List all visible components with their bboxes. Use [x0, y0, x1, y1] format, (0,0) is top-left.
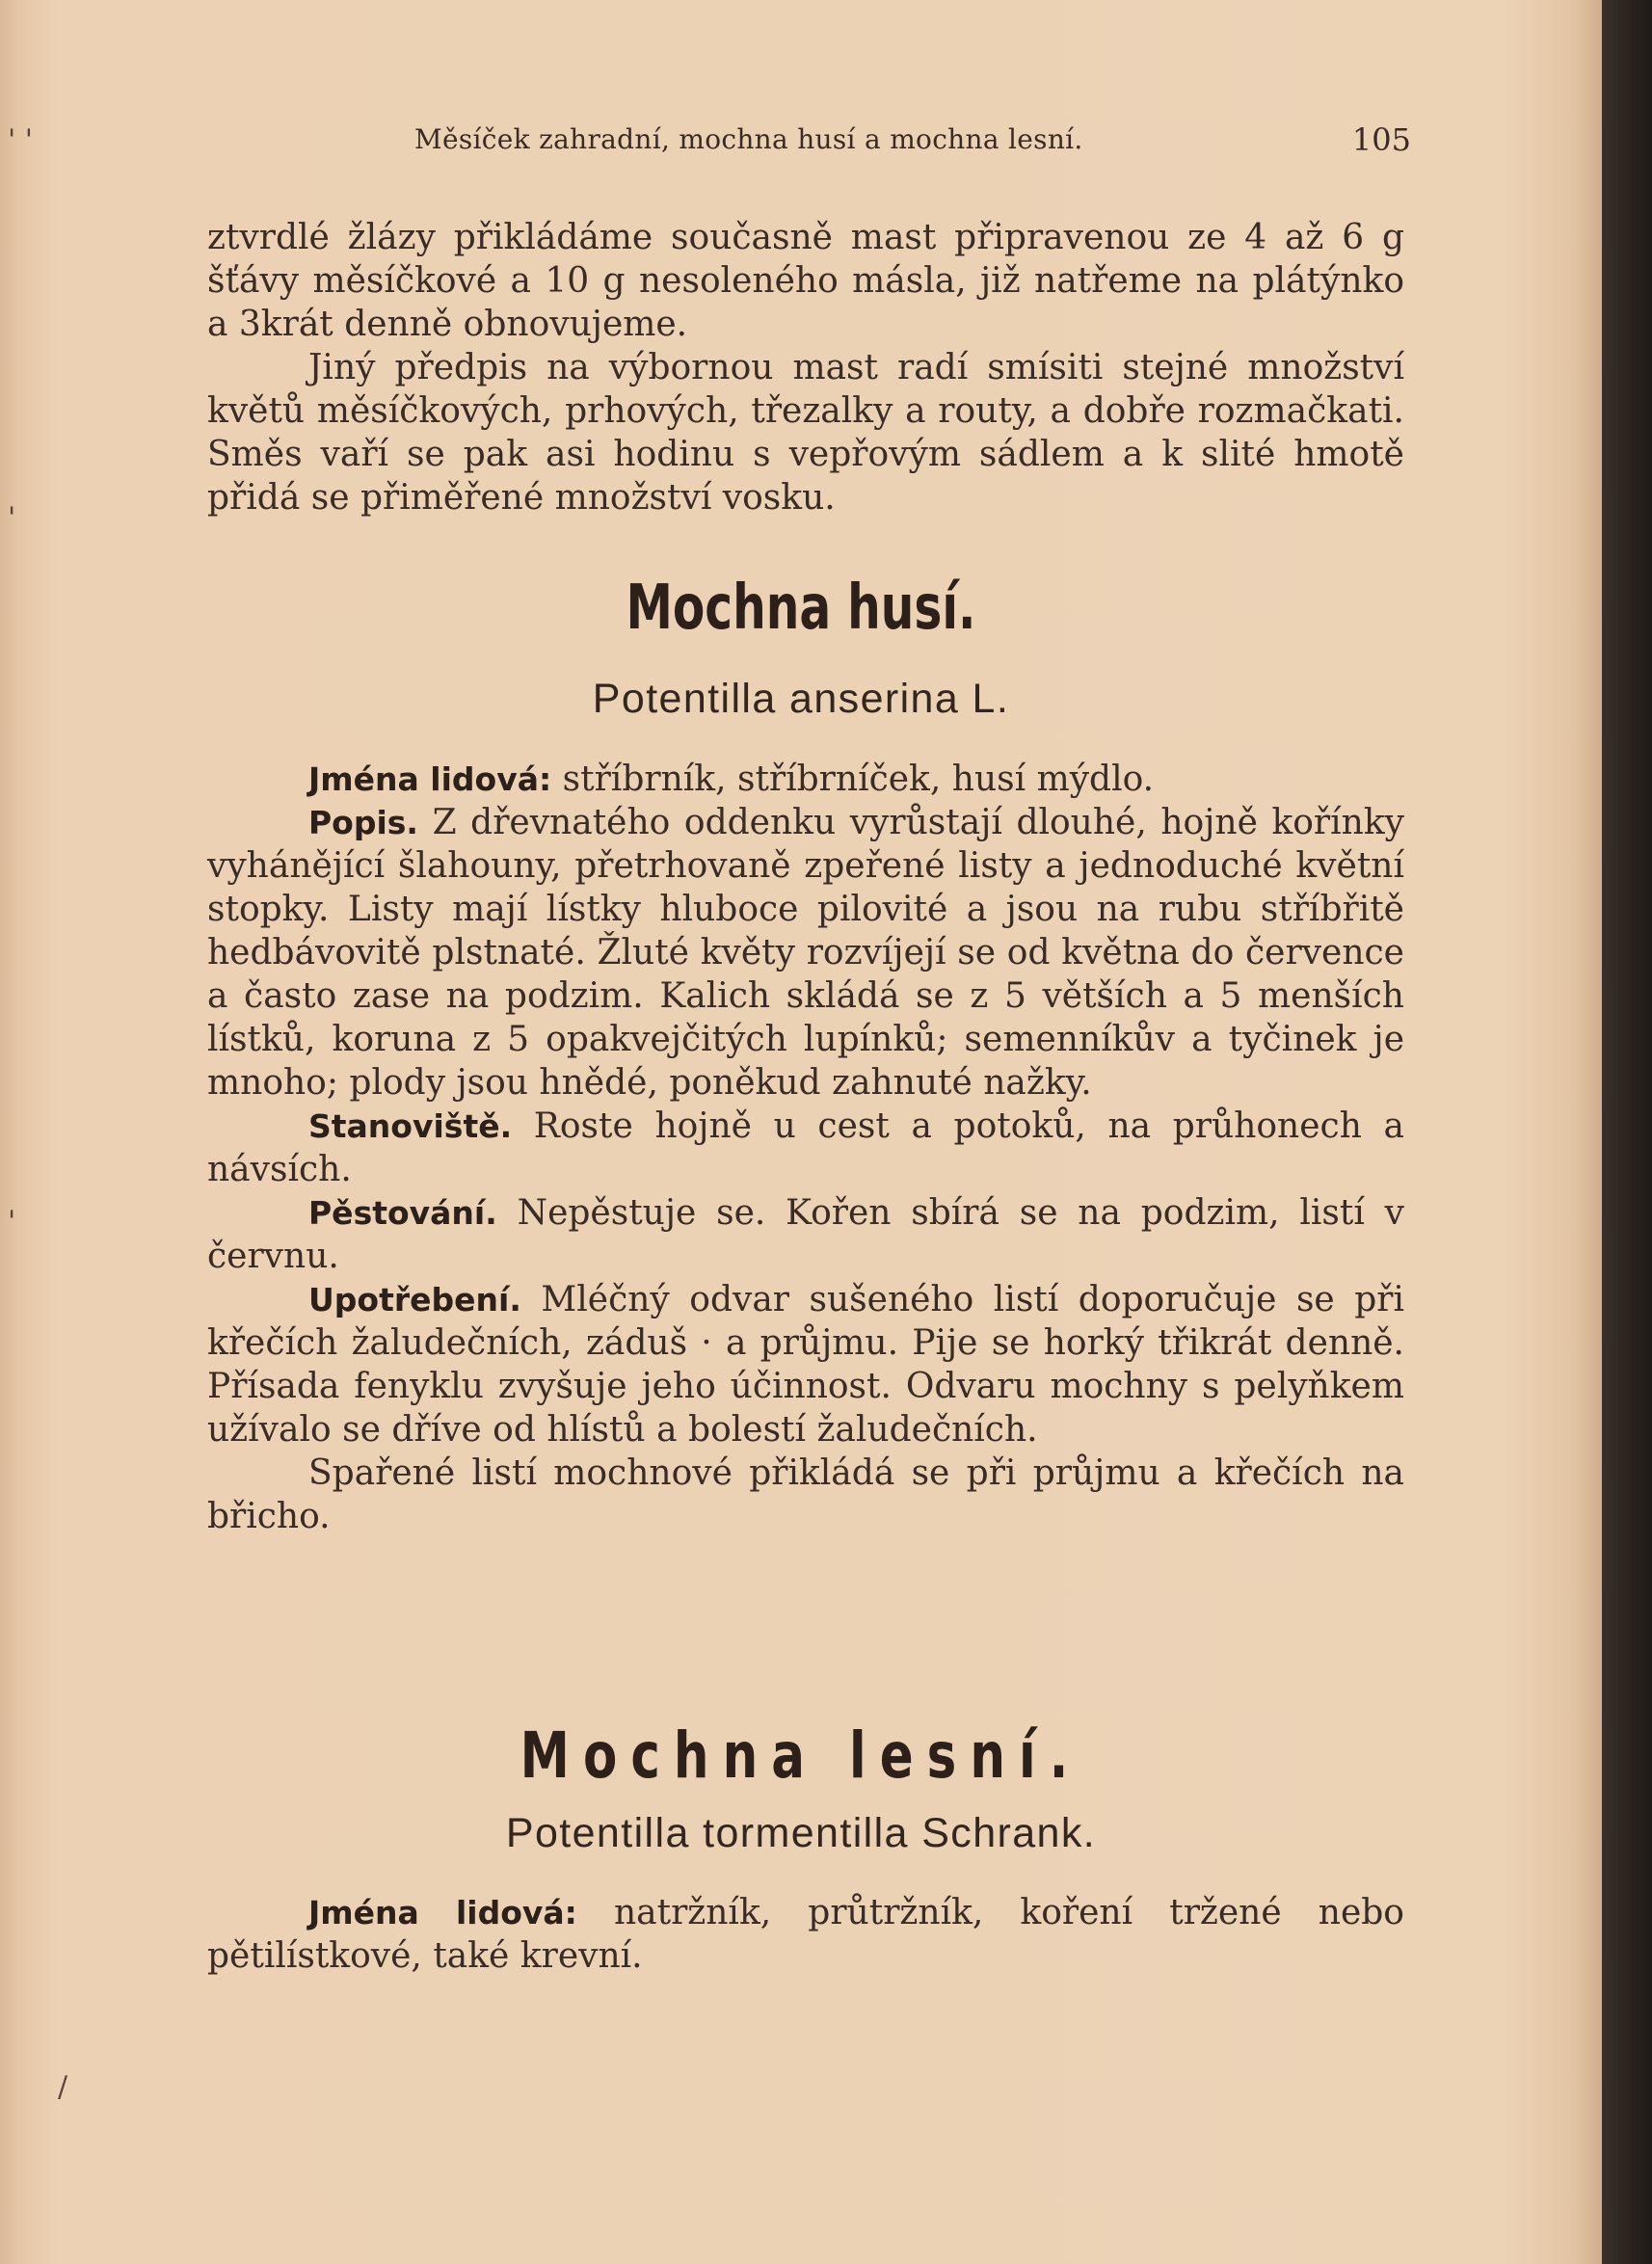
- latin-name-mochna-lesni: Potentilla tormentilla Schrank.: [505, 1810, 1097, 1856]
- description-label: Popis.: [308, 804, 418, 841]
- section-title-mochna-lesni: Mochna lesní.: [520, 1718, 1082, 1793]
- cultivation-label: Pěstování.: [308, 1194, 497, 1232]
- names-label-2: Jména lidová:: [308, 1894, 577, 1931]
- scan-edge: [1602, 0, 1652, 2264]
- usage-label: Upotřebení.: [308, 1281, 521, 1318]
- habitat-text: Roste hojně u cest a potoků, na průhonech a návsích.: [207, 1106, 1404, 1189]
- names-paragraph-2: [207, 1891, 1404, 1978]
- page-header: [193, 123, 1411, 172]
- intro-paragraph-1: ztvrdlé žlázy přikládáme současně mast připravenou ze 4 až 6 g šťávy měsíčkové a 10 g nesoleného másla, již natřeme na plátýnko a 3krát denně obnovujeme.: [207, 218, 1404, 344]
- usage-paragraph: [207, 1278, 1404, 1452]
- page-number: 105: [1351, 121, 1411, 158]
- intro-text: [207, 216, 1404, 519]
- margin-mark: /: [58, 2070, 68, 2104]
- margin-mark: ꞌ: [8, 1205, 16, 1239]
- margin-mark: ꞌ: [8, 501, 16, 535]
- usage-paragraph-2: Spařené listí mochnové přikládá se při průjmu a křečích na břicho.: [207, 1453, 1404, 1536]
- description-text: Z dřevnatého oddenku vyrůstají dlouhé, hojně kořínky vyhánějící šlahouny, přetrhovaně zpeřené listy a jednoduché květní stopky. Listy mají lístky hluboce pilovité a jsou na rubu stříbřitě hedbávovitě plstnaté. Žluté květy rozvíjejí se od května do července a často zase na podzim. Kalich skládá se z 5 větších a 5 menších lístků, koruna z 5 opakvejčitých lupínků; semenníkův a tyčinek je mnoho; plody jsou hnědé, poněkud zahnuté nažky.: [207, 803, 1404, 1103]
- names-paragraph: [207, 758, 1404, 801]
- latin-name-mochna-husi: Potentilla anserina L.: [592, 676, 1010, 722]
- habitat-label: Stanoviště.: [308, 1107, 513, 1145]
- cultivation-text: Nepěstuje se. Kořen sbírá se na podzim, listí v červnu.: [207, 1193, 1404, 1276]
- margin-mark: ꞌ ꞌ: [8, 123, 34, 157]
- habitat-paragraph: [207, 1105, 1404, 1191]
- names-label: Jména lidová:: [308, 760, 552, 798]
- names-text-2: natržník, průtržník, koření tržené nebo pětilístkové, také krevní.: [207, 1893, 1404, 1976]
- cultivation-paragraph: [207, 1191, 1404, 1278]
- names-text: stříbrník, stříbrníček, husí mýdlo.: [562, 759, 1155, 799]
- description-paragraph: [207, 801, 1404, 1105]
- section-title-mochna-husi: Mochna husí.: [626, 573, 976, 644]
- intro-paragraph-2: Jiný předpis na výbornou mast radí smísiti stejné množství květů měsíčkových, prhových, třezalky a routy, a dobře rozmačkati. Směs vaří se pak asi hodinu s vepřovým sádlem a k slité hmotě přidá se přiměřené množství vosku.: [207, 348, 1404, 518]
- mochna-lesni-content: [207, 1891, 1404, 1978]
- mochna-husi-content: [207, 758, 1404, 1538]
- running-head: Měsíček zahradní, mochna husí a mochna lesní.: [414, 123, 1083, 155]
- usage-text: Mléčný odvar sušeného listí doporučuje se při křečích žaludečních, záduš · a průjmu. Pije se horký třikrát denně. Přísada fenyklu zvyšuje jeho účinnost. Odvaru mochny s pelyňkem užívalo se dříve od hlístů a bolestí žaludečních.: [207, 1280, 1404, 1450]
